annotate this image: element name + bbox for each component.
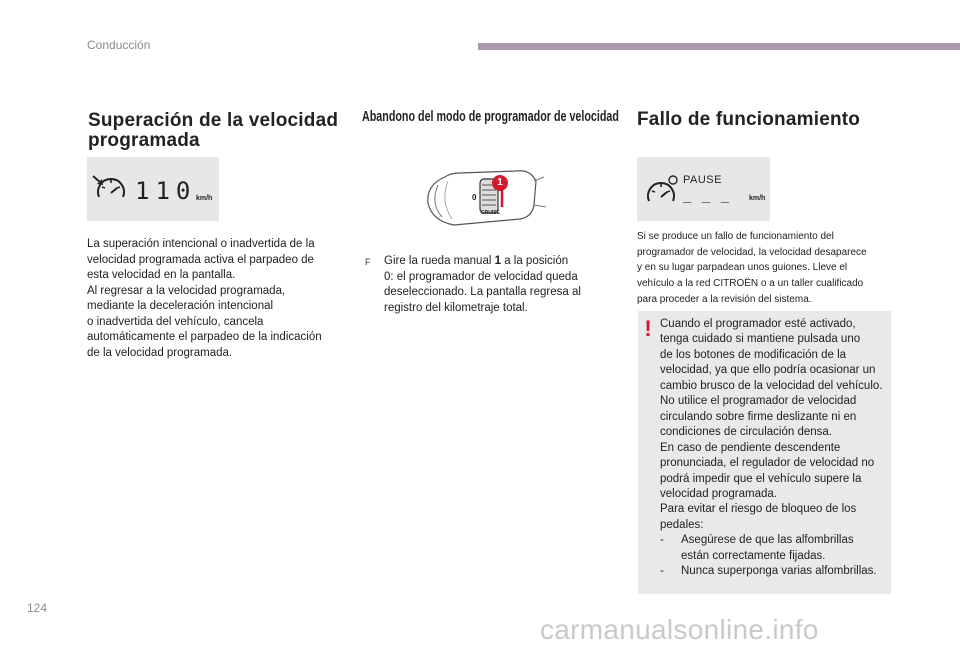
speed-display-panel (87, 157, 219, 221)
heading-cruise-exit: Abandono del modo de programador de velocidad (362, 109, 619, 125)
section-title: Conducción (87, 38, 151, 52)
paragraph-speed-exceeded (87, 237, 347, 361)
text-line: cambio brusco de la velocidad del vehículo. (660, 379, 883, 392)
list-item-text (681, 533, 854, 564)
text-line: velocidad, ya que ello podría ocasionar un (660, 364, 876, 377)
cruise-lever-diagram (420, 155, 550, 245)
text-line: No utilice el programador de velocidad (660, 395, 857, 408)
text-line: Si se produce un fallo de funcionamiento del (637, 231, 834, 242)
text-line: velocidad programada. (660, 487, 777, 500)
text-line: o inadvertida del vehículo, cancela (87, 315, 264, 328)
speed-unit: km/h (749, 195, 766, 202)
text-line: programador de velocidad, la velocidad desaparece (637, 246, 867, 258)
text-line: tenga cuidado si mantiene pulsada uno (660, 333, 861, 346)
text-line: para proceder a la revisión del sistema. (637, 293, 812, 305)
heading-malfunction: Fallo de funcionamiento (637, 109, 861, 130)
text-line: En caso de pendiente descendente (660, 441, 841, 454)
list-dash: - (660, 534, 664, 547)
text-line: La superación intencional o inadvertida de la (87, 238, 315, 250)
list-item (660, 564, 888, 579)
speed-unit: km/h (196, 195, 213, 202)
cruise-label: CRUISE (481, 210, 500, 216)
text-line: mediante la deceleración intencional (87, 300, 274, 312)
text-line: y en su lugar parpadean unos guiones. Lleve el (637, 262, 848, 274)
text-line (384, 254, 614, 270)
heading-line: Superación de la velocidad (88, 110, 339, 131)
text-line: registro del kilometraje total. (384, 301, 528, 314)
text-line: Cuando el programador esté activado, (660, 318, 856, 330)
text-line: automáticamente el parpadeo de la indicación (87, 331, 322, 343)
page-number: 124 (27, 601, 48, 615)
text-line: pronunciada, el regulador de velocidad no (660, 457, 875, 470)
text-line: Al regresar a la velocidad programada, (87, 284, 286, 297)
text-line: deseleccionado. La pantalla regresa al (384, 286, 581, 298)
step-instruction (384, 254, 614, 316)
text-line: vehículo a la red CITROËN o a un taller cualificado (637, 278, 864, 290)
speed-value: 110 (135, 177, 197, 205)
warning-icon: ! (644, 316, 652, 341)
header-bar (478, 43, 960, 50)
text-line: condiciones de circulación densa. (660, 426, 832, 439)
list-item (660, 533, 888, 564)
list-dash: - (660, 565, 664, 578)
text-line: podrá impedir que el vehículo supere la (660, 472, 862, 485)
text-fragment: a la posición (501, 255, 569, 267)
text-fragment: Gire la rueda manual (384, 255, 495, 267)
speed-dashes: _ _ _ (683, 187, 731, 203)
watermark: carmanualsonline.info (540, 614, 819, 645)
callout-number: 1 (492, 175, 508, 191)
text-line: están correctamente fijadas. (681, 549, 826, 562)
text-line: de la velocidad programada. (87, 346, 233, 359)
text-line: circulando sobre firme deslizante ni en (660, 410, 857, 423)
paragraph-malfunction (637, 229, 897, 308)
warning-text (660, 317, 888, 580)
text-line: Asegúrese de que las alfombrillas (681, 534, 854, 547)
heading-line: programada (88, 130, 200, 151)
text-line: pedales: (660, 518, 704, 531)
text-line: de los botones de modificación de la (660, 348, 847, 361)
pause-status: PAUSE (683, 174, 722, 186)
list-item-text (681, 564, 877, 579)
bullet-icon: F (365, 257, 371, 267)
text-line: velocidad programada activa el parpadeo de (87, 253, 314, 266)
heading-speed-exceeded (88, 111, 338, 151)
position-zero-label: 0 (472, 193, 477, 202)
text-line: esta velocidad en la pantalla. (87, 269, 236, 281)
text-line: Para evitar el riesgo de bloqueo de los (660, 503, 857, 516)
pause-display-panel (637, 157, 770, 221)
text-line: Nunca superponga varias alfombrillas. (681, 565, 877, 578)
text-line: 0: el programador de velocidad queda (384, 270, 578, 283)
text-fragment-bold: 1 (494, 255, 501, 267)
